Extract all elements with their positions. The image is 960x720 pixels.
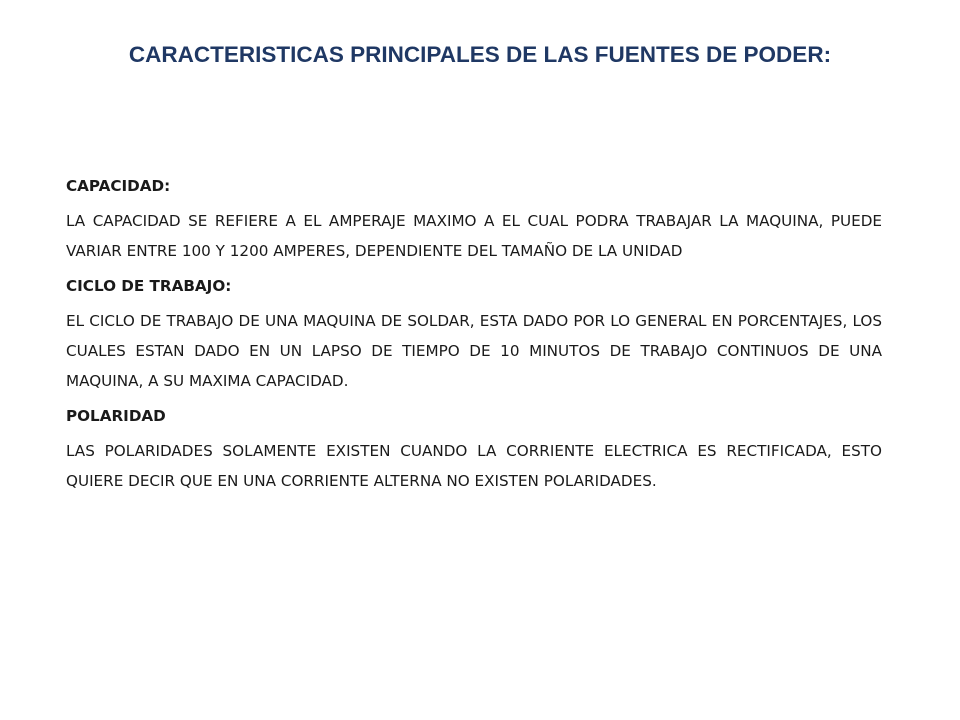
section-heading: POLARIDAD (66, 407, 166, 425)
section-paragraph: EL CICLO DE TRABAJO DE UNA MAQUINA DE SOLDAR, ESTA DADO POR LO GENERAL EN PORCENTAJES, LOS CUALES ESTAN DADO EN UN LAPSO DE TIEMPO DE 10 MINUTOS DE TRABAJO CONTINUOS DE UNA MAQUINA, A SU MAXIMA CAPACIDAD. (66, 312, 882, 390)
slide-body (66, 174, 882, 504)
section-paragraph: LA CAPACIDAD SE REFIERE A EL AMPERAJE MAXIMO A EL CUAL PODRA TRABAJAR LA MAQUINA, PUEDE VARIAR ENTRE 100 Y 1200 AMPERES, DEPENDIENTE DEL TAMAÑO DE LA UNIDAD (66, 212, 882, 260)
slide-title: CARACTERISTICAS PRINCIPALES DE LAS FUENTES DE PODER: (128, 42, 832, 67)
section-polaridad (66, 404, 882, 496)
section-paragraph: LAS POLARIDADES SOLAMENTE EXISTEN CUANDO LA CORRIENTE ELECTRICA ES RECTIFICADA, ESTO QUIERE DECIR QUE EN UNA CORRIENTE ALTERNA NO EXISTEN POLARIDADES. (66, 442, 882, 490)
section-capacidad (66, 174, 882, 266)
section-heading: CAPACIDAD: (66, 177, 171, 195)
section-ciclo-de-trabajo (66, 274, 882, 396)
section-heading: CICLO DE TRABAJO: (66, 277, 232, 295)
